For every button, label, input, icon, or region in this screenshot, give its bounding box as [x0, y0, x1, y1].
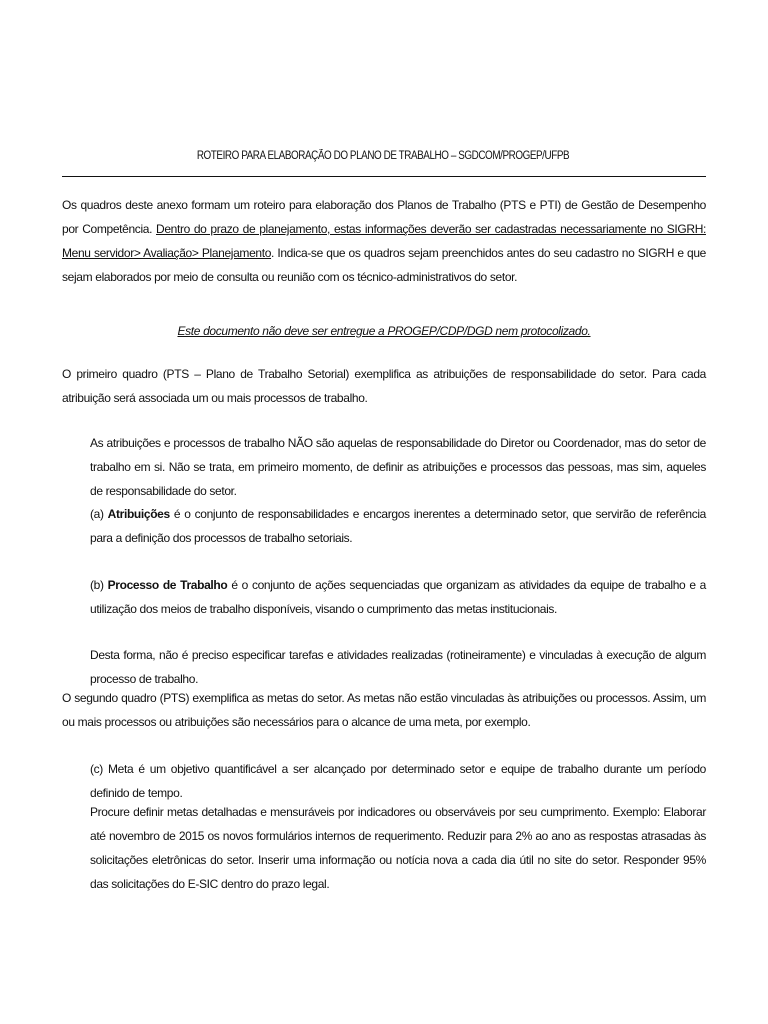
second-table-paragraph: O segundo quadro (PTS) exemplifica as metas do setor. As metas não estão vinculadas às atribuições ou processos. Assim, um ou mais processos ou atribuições são necessários para o alcance de uma meta, por exemplo. [62, 691, 706, 729]
definition-work-process [90, 573, 706, 621]
definition-a-prefix: (a) [90, 507, 108, 521]
definition-a-term: Atribuições [107, 507, 170, 521]
pts-paragraph: O primeiro quadro (PTS – Plano de Trabalho Setorial) exemplifica as atribuições de responsabilidade do setor. Para cada atribuição será associada um ou mais processos de trabalho. [62, 367, 706, 405]
definition-attributions [90, 502, 706, 550]
goals-guidance-paragraph: Procure definir metas detalhadas e mensuráveis por indicadores ou observáveis por seu cumprimento. Exemplo: Elaborar até novembro de 2015 os novos formulários internos de requerimento. Reduzir para 2% ao ano as respostas atrasadas às solicitações eletrônicas do setor. Inserir uma informação ou notícia nova a cada dia útil no site do setor. Responder 95% das solicitações do E-SIC dentro do prazo legal. [90, 805, 706, 891]
definition-goal: (c) Meta é um objetivo quantificável a ser alcançado por determinado setor e equipe de trabalho durante um período definido de tempo. [90, 762, 706, 800]
intro-text-1: Os quadros deste anexo formam um roteiro para elaboração dos Planos de Trabalho (PTS e PTI) de Gestão de Desempenho por Competência. [62, 198, 706, 236]
definition-b-text: é o conjunto de ações sequenciadas que organizam as atividades da equipe de trabalho e a utilização dos meios de trabalho disponíveis, visando o cumprimento das metas institucionais. [90, 578, 706, 616]
document-title: ROTEIRO PARA ELABORAÇÃO DO PLANO DE TRABALHO – SGDCOM/PROGEP/UFPB [196, 150, 570, 162]
definition-b-prefix: (b) [90, 578, 108, 592]
desta-forma-paragraph: Desta forma, não é preciso especificar tarefas e atividades realizadas (rotineiramente) e vinculadas à execução de algum processo de trabalho. [90, 648, 706, 686]
intro-text-2: . Indica-se que os quadros sejam preenchidos antes do seu cadastro no SIGRH e que sejam elaborados por meio de consulta ou reunião com os técnico-administrativos do setor. [62, 246, 706, 284]
title-divider [62, 176, 706, 177]
intro-underlined-text: Dentro do prazo de planejamento, estas informações deverão ser cadastradas necessariamente no SIGRH: Menu servidor> Avaliação> Planejamento [62, 222, 706, 260]
definition-a-text: é o conjunto de responsabilidades e encargos inerentes a determinado setor, que servirão de referência para a definição dos processos de trabalho setoriais. [90, 507, 706, 545]
intro-paragraph [62, 193, 706, 289]
definition-b-term: Processo de Trabalho [107, 578, 228, 592]
notice-paragraph [62, 319, 706, 343]
notice-text: Este documento não deve ser entregue a PROGEP/CDP/DGD nem protocolizado. [177, 324, 591, 338]
attributions-note-paragraph: As atribuições e processos de trabalho NÃO são aquelas de responsabilidade do Diretor ou Coordenador, mas do setor de trabalho em si. Não se trata, em primeiro momento, de definir as atribuições e processos das pessoas, mas sim, aqueles de responsabilidade do setor. [90, 436, 706, 498]
